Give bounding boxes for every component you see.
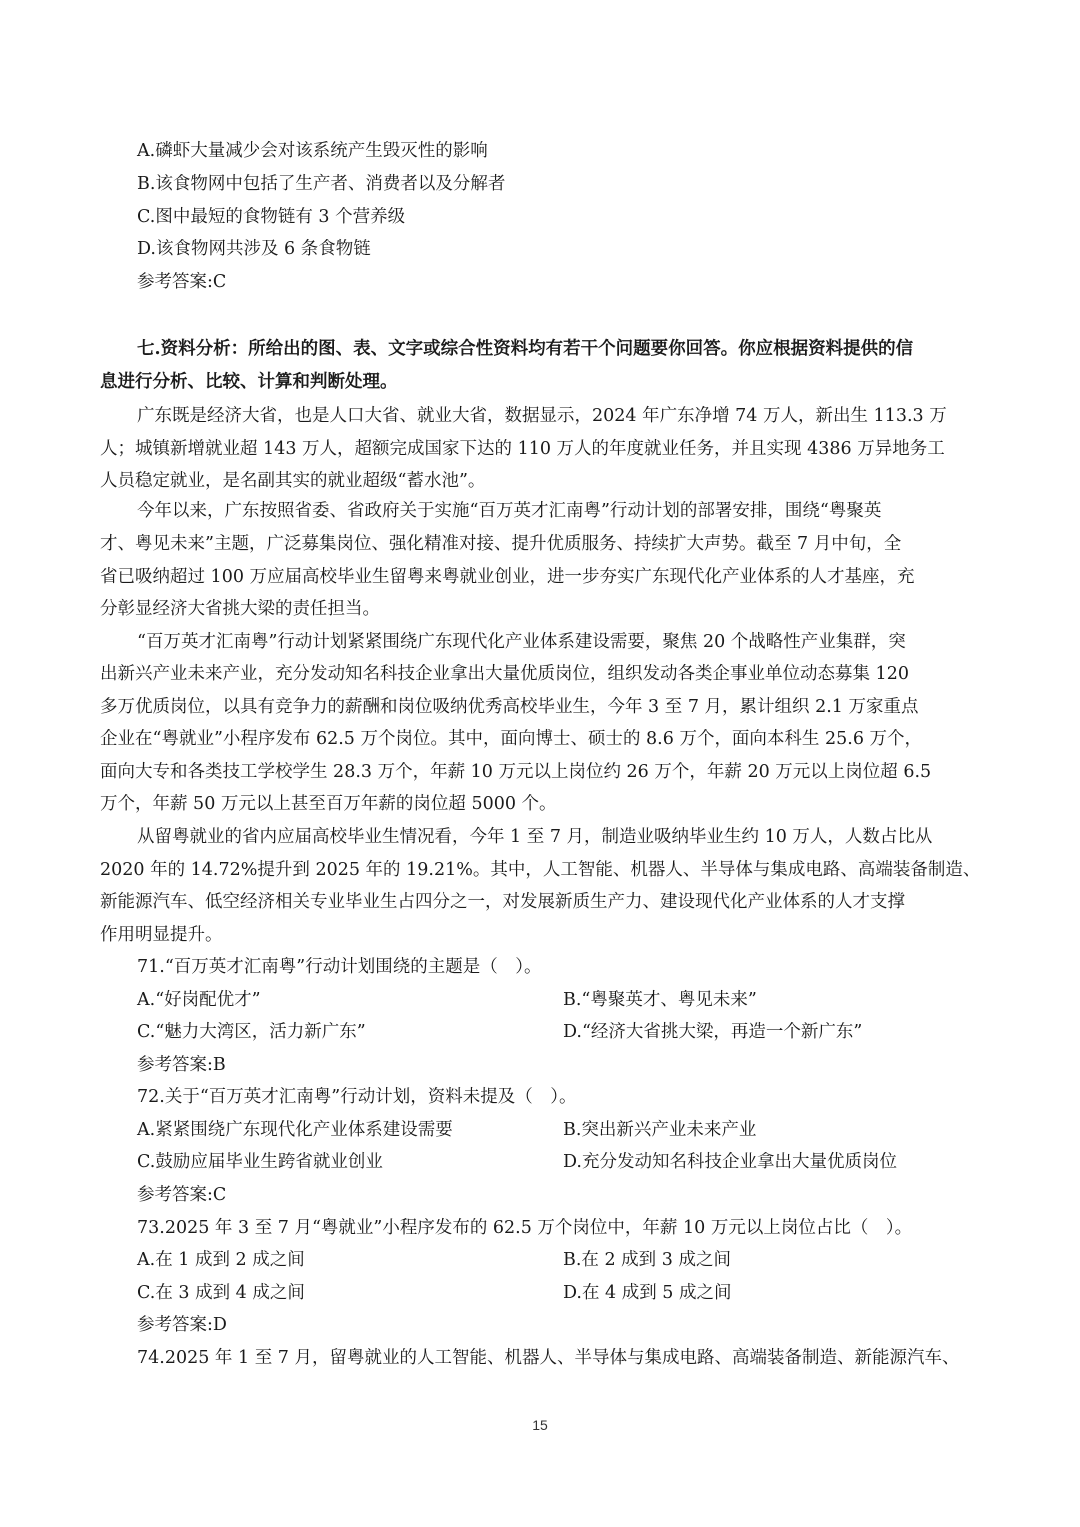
section-heading: 七.资料分析：所给出的图、表、文字或综合性资料均有若干个问题要你回答。你应根据资料提供的信: [137, 339, 914, 359]
q73-option-c: C.在 3 成到 4 成之间: [137, 1283, 305, 1303]
option-c: C.图中最短的食物链有 3 个营养级: [137, 207, 406, 227]
para3-line1: “百万英才汇南粤”行动计划紧紧围绕广东现代化产业体系建设需要，聚焦 20 个战略性产业集群，突: [137, 632, 906, 652]
q72-answer: 参考答案:C: [137, 1185, 227, 1205]
para2-line3: 省已吸纳超过 100 万应届高校毕业生留粤来粤就业创业，进一步夯实广东现代化产业体系的人才基座，充: [100, 567, 915, 587]
option-b: B.该食物网中包括了生产者、消费者以及分解者: [137, 174, 506, 194]
q72-option-c: C.鼓励应届毕业生跨省就业创业: [137, 1152, 383, 1172]
para3-line6: 万个，年薪 50 万元以上甚至百万年薪的岗位超 5000 个。: [100, 794, 557, 814]
q73-option-a: A.在 1 成到 2 成之间: [137, 1250, 305, 1270]
section-heading-cont: 息进行分析、比较、计算和判断处理。: [100, 372, 398, 392]
q73-option-b: B.在 2 成到 3 成之间: [563, 1250, 731, 1270]
para3-line2: 出新兴产业未来产业，充分发动知名科技企业拿出大量优质岗位，组织发动各类企事业单位动态募集 120: [100, 664, 909, 684]
q71-answer: 参考答案:B: [137, 1055, 226, 1075]
para1-line2: 人；城镇新增就业超 143 万人，超额完成国家下达的 110 万人的年度就业任务，并且实现 4386 万异地务工: [100, 439, 945, 459]
q71-option-a: A.“好岗配优才”: [137, 990, 261, 1010]
option-a: A.磷虾大量减少会对该系统产生毁灭性的影响: [137, 141, 488, 161]
q72-stem: 72.关于“百万英才汇南粤”行动计划，资料未提及（ ）。: [137, 1087, 577, 1107]
q72-option-d: D.充分发动知名科技企业拿出大量优质岗位: [563, 1152, 897, 1172]
para4-line2: 2020 年的 14.72%提升到 2025 年的 19.21%。其中，人工智能、机器人、半导体与集成电路、高端装备制造、: [100, 860, 981, 880]
q71-option-b: B.“粤聚英才、粤见未来”: [563, 990, 757, 1010]
para3-line4: 企业在“粤就业”小程序发布 62.5 万个岗位。其中，面向博士、硕士的 8.6 万个，面向本科生 25.6 万个，: [100, 729, 923, 749]
q71-option-d: D.“经济大省挑大梁，再造一个新广东”: [563, 1022, 863, 1042]
q72-option-b: B.突出新兴产业未来产业: [563, 1120, 757, 1140]
para2-line2: 才、粤见未来”主题，广泛募集岗位、强化精准对接、提升优质服务、持续扩大声势。截至 7 月中旬，全: [100, 534, 902, 554]
para4-line4: 作用明显提升。: [100, 925, 223, 945]
para1-line1: 广东既是经济大省，也是人口大省、就业大省，数据显示，2024 年广东净增 74 万人，新出生 113.3 万: [137, 406, 947, 426]
answer-line: 参考答案:C: [137, 272, 227, 292]
q72-option-a: A.紧紧围绕广东现代化产业体系建设需要: [137, 1120, 453, 1140]
q73-stem: 73.2025 年 3 至 7 月“粤就业”小程序发布的 62.5 万个岗位中，年薪 10 万元以上岗位占比（ ）。: [137, 1218, 913, 1238]
q71-stem: 71.“百万英才汇南粤”行动计划围绕的主题是（ ）。: [137, 957, 542, 977]
q73-option-d: D.在 4 成到 5 成之间: [563, 1283, 732, 1303]
option-d: D.该食物网共涉及 6 条食物链: [137, 239, 371, 259]
para1-line3: 人员稳定就业，是名副其实的就业超级“蓄水池”。: [100, 471, 486, 491]
para3-line3: 多万优质岗位，以具有竞争力的薪酬和岗位吸纳优秀高校毕业生，今年 3 至 7 月，累计组织 2.1 万家重点: [100, 697, 919, 717]
q74-stem: 74.2025 年 1 至 7 月，留粤就业的人工智能、机器人、半导体与集成电路、高端装备制造、新能源汽车、: [137, 1348, 960, 1368]
para4-line3: 新能源汽车、低空经济相关专业毕业生占四分之一，对发展新质生产力、建设现代化产业体系的人才支撑: [100, 892, 905, 912]
q73-answer: 参考答案:D: [137, 1315, 227, 1335]
page-number: 15: [532, 1417, 548, 1433]
para2-line4: 分彰显经济大省挑大梁的责任担当。: [100, 599, 380, 619]
q71-option-c: C.“魅力大湾区，活力新广东”: [137, 1022, 366, 1042]
para2-line1: 今年以来，广东按照省委、省政府关于实施“百万英才汇南粤”行动计划的部署安排，围绕“粤聚英: [137, 501, 882, 521]
para3-line5: 面向大专和各类技工学校学生 28.3 万个，年薪 10 万元以上岗位约 26 万个，年薪 20 万元以上岗位超 6.5: [100, 762, 932, 782]
para4-line1: 从留粤就业的省内应届高校毕业生情况看，今年 1 至 7 月，制造业吸纳毕业生约 10 万人，人数占比从: [137, 827, 933, 847]
